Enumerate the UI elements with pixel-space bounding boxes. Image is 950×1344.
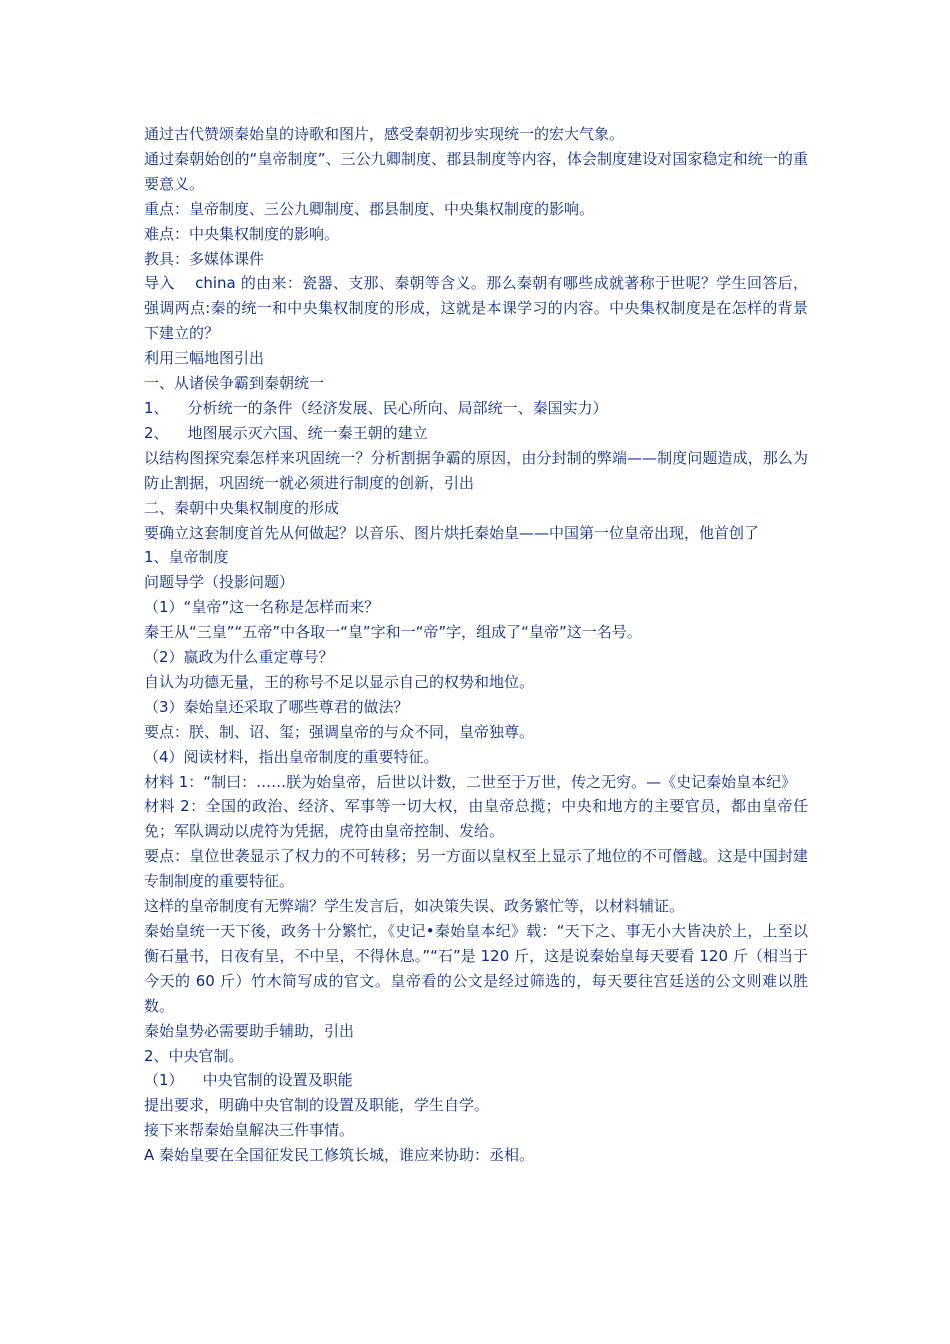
list-item: 2、 地图展示灭六国、统一秦王朝的建立 — [144, 423, 428, 442]
question: （3）秦始皇还采取了哪些尊君的做法？ — [144, 697, 409, 716]
subsection-heading: 1、皇帝制度 — [144, 548, 229, 567]
paragraph: 利用三幅地图引出 — [144, 349, 265, 368]
answer: 自认为功德无量，王的称号不足以显示自己的权势和地位。 — [144, 672, 535, 691]
paragraph: 要确立这套制度首先从何做起？以音乐、图片烘托秦始皇——中国第一位皇帝出现，他首创了 — [144, 523, 760, 542]
paragraph: 难点：中央集权制度的影响。 — [144, 224, 340, 243]
paragraph: 秦始皇统一天下後，政务十分繁忙，《史记•秦始皇本纪》载：“天下之、事无小大皆决於上，上至以衡石量书，日夜有呈，不中呈，不得休息。”“石”是 120 斤，这是说秦始皇每天要看 120 斤（相当于今天的 60 斤）竹木简写成的官文。皇帝看的公文是经过筛选的，每天要往宫廷送的公文则难以胜数。 — [144, 922, 808, 1015]
answer: 秦王从“三皇”“五帝”中各取一“皇”字和一“帝”字，组成了“皇帝”这一名号。 — [144, 623, 642, 642]
paragraph: 接下来帮秦始皇解决三件事情。 — [144, 1121, 355, 1140]
paragraph: 教具：多媒体课件 — [144, 249, 265, 268]
paragraph: A 秦始皇要在全国征发民工修筑长城，谁应来协助：丞相。 — [144, 1146, 535, 1165]
paragraph: 问题导学（投影问题） — [144, 573, 295, 592]
paragraph: 以结构图探究秦怎样来巩固统一？分析割据争霸的原因，由分封制的弊端——制度问题造成，那么为防止割据，巩固统一就必须进行制度的创新，引出 — [144, 448, 808, 492]
subsection-heading: 2、中央官制。 — [144, 1046, 244, 1065]
section-heading: 二、秦朝中央集权制度的形成 — [144, 498, 340, 517]
question: （2）嬴政为什么重定尊号？ — [144, 648, 334, 667]
question: （4）阅读材料，指出皇帝制度的重要特征。 — [144, 747, 439, 766]
list-item: （1） 中央官制的设置及职能 — [144, 1071, 353, 1090]
material-quote: 材料 1：“制曰：……朕为始皇帝，后世以计数，二世至于万世，传之无穷。—《史记秦始皇本纪》 — [144, 772, 797, 791]
paragraph: 提出要求，明确中央官制的设置及职能，学生自学。 — [144, 1096, 490, 1115]
question: （1）“皇帝”这一名称是怎样而来？ — [144, 598, 380, 617]
answer: 要点：朕、制、诏、玺；强调皇帝的与众不同，皇帝独尊。 — [144, 722, 535, 741]
answer: 要点：皇位世袭显示了权力的不可转移；另一方面以皇权至上显示了地位的不可僭越。这是中国封建专制制度的重要特征。 — [144, 847, 808, 891]
paragraph: 通过古代赞颂秦始皇的诗歌和图片，感受秦朝初步实现统一的宏大气象。 — [144, 125, 625, 143]
document-body — [144, 122, 808, 1168]
paragraph: 秦始皇势必需要助手辅助，引出 — [144, 1021, 355, 1040]
section-heading: 一、从诸侯争霸到秦朝统一 — [144, 374, 325, 393]
list-item: 1、 分析统一的条件（经济发展、民心所向、局部统一、秦国实力） — [144, 398, 608, 417]
paragraph: 导入 china 的由来：瓷器、支那、秦朝等含义。那么秦朝有哪些成就著称于世呢？学生回答后，强调两点:秦的统一和中央集权制度的形成，这就是本课学习的内容。中央集权制度是在怎样的背景下建立的？ — [144, 274, 808, 343]
paragraph: 重点：皇帝制度、三公九卿制度、郡县制度、中央集权制度的影响。 — [144, 199, 595, 218]
material-quote: 材料 2：全国的政治、经济、军事等一切大权，由皇帝总揽；中央和地方的主要官员，都由皇帝任免；军队调动以虎符为凭据，虎符由皇帝控制、发给。 — [144, 797, 808, 841]
paragraph: 通过秦朝始创的“皇帝制度”、三公九卿制度、郡县制度等内容，体会制度建设对国家稳定和统一的重要意义。 — [144, 149, 808, 193]
paragraph: 这样的皇帝制度有无弊端？学生发言后，如决策失误、政务繁忙等，以材料辅证。 — [144, 897, 685, 916]
